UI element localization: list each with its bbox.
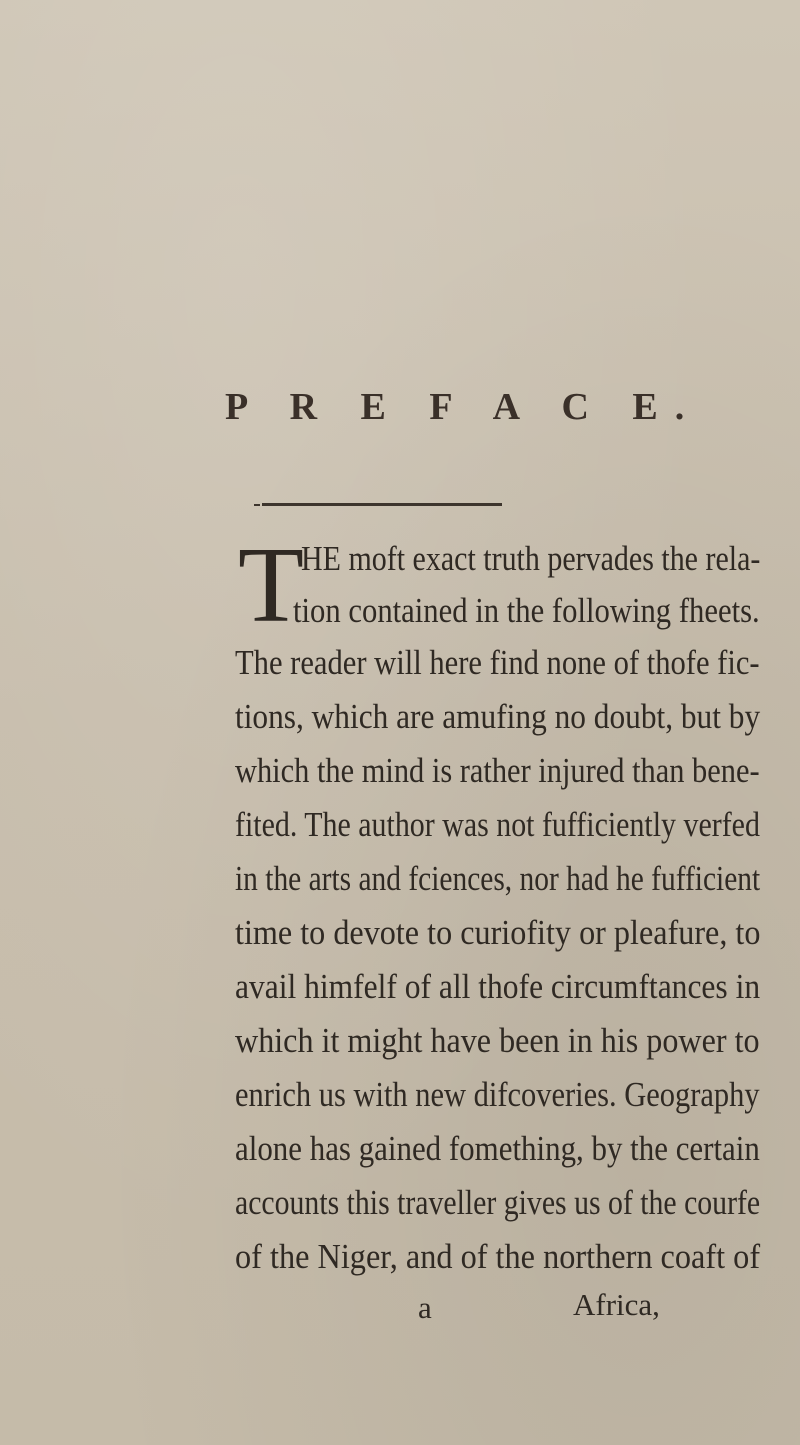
text-line: which the mind is rather injured than bene-	[235, 751, 760, 790]
text-line: which it might have been in his power to	[235, 1021, 760, 1060]
text-line: tion contained in the following fheets.	[293, 591, 760, 630]
drop-cap: T	[238, 526, 304, 645]
signature-mark: a	[418, 1290, 432, 1325]
text-line: fited. The author was not fufficiently verfed	[235, 805, 760, 844]
text-line: The reader will here find none of thofe fic-	[235, 643, 760, 682]
heading-rule	[262, 503, 502, 506]
text-line: in the arts and fciences, nor had he fufficient	[235, 859, 761, 898]
text-line: enrich us with new difcoveries. Geography	[235, 1075, 760, 1114]
text-line: alone has gained fomething, by the certain	[235, 1129, 760, 1168]
text-line: avail himfelf of all thofe circumftances in	[235, 967, 761, 1006]
text-line: accounts this traveller gives us of the courfe	[235, 1183, 761, 1222]
text-line: HE moft exact truth pervades the rela-	[301, 539, 761, 578]
preface-heading: P R E F A C E.	[225, 386, 702, 428]
catchword: Africa,	[573, 1287, 660, 1322]
text-line: time to devote to curiofity or pleafure, to	[235, 913, 761, 952]
text-line: tions, which are amufing no doubt, but by	[235, 697, 761, 736]
text-line: of the Niger, and of the northern coaft of	[235, 1237, 761, 1276]
